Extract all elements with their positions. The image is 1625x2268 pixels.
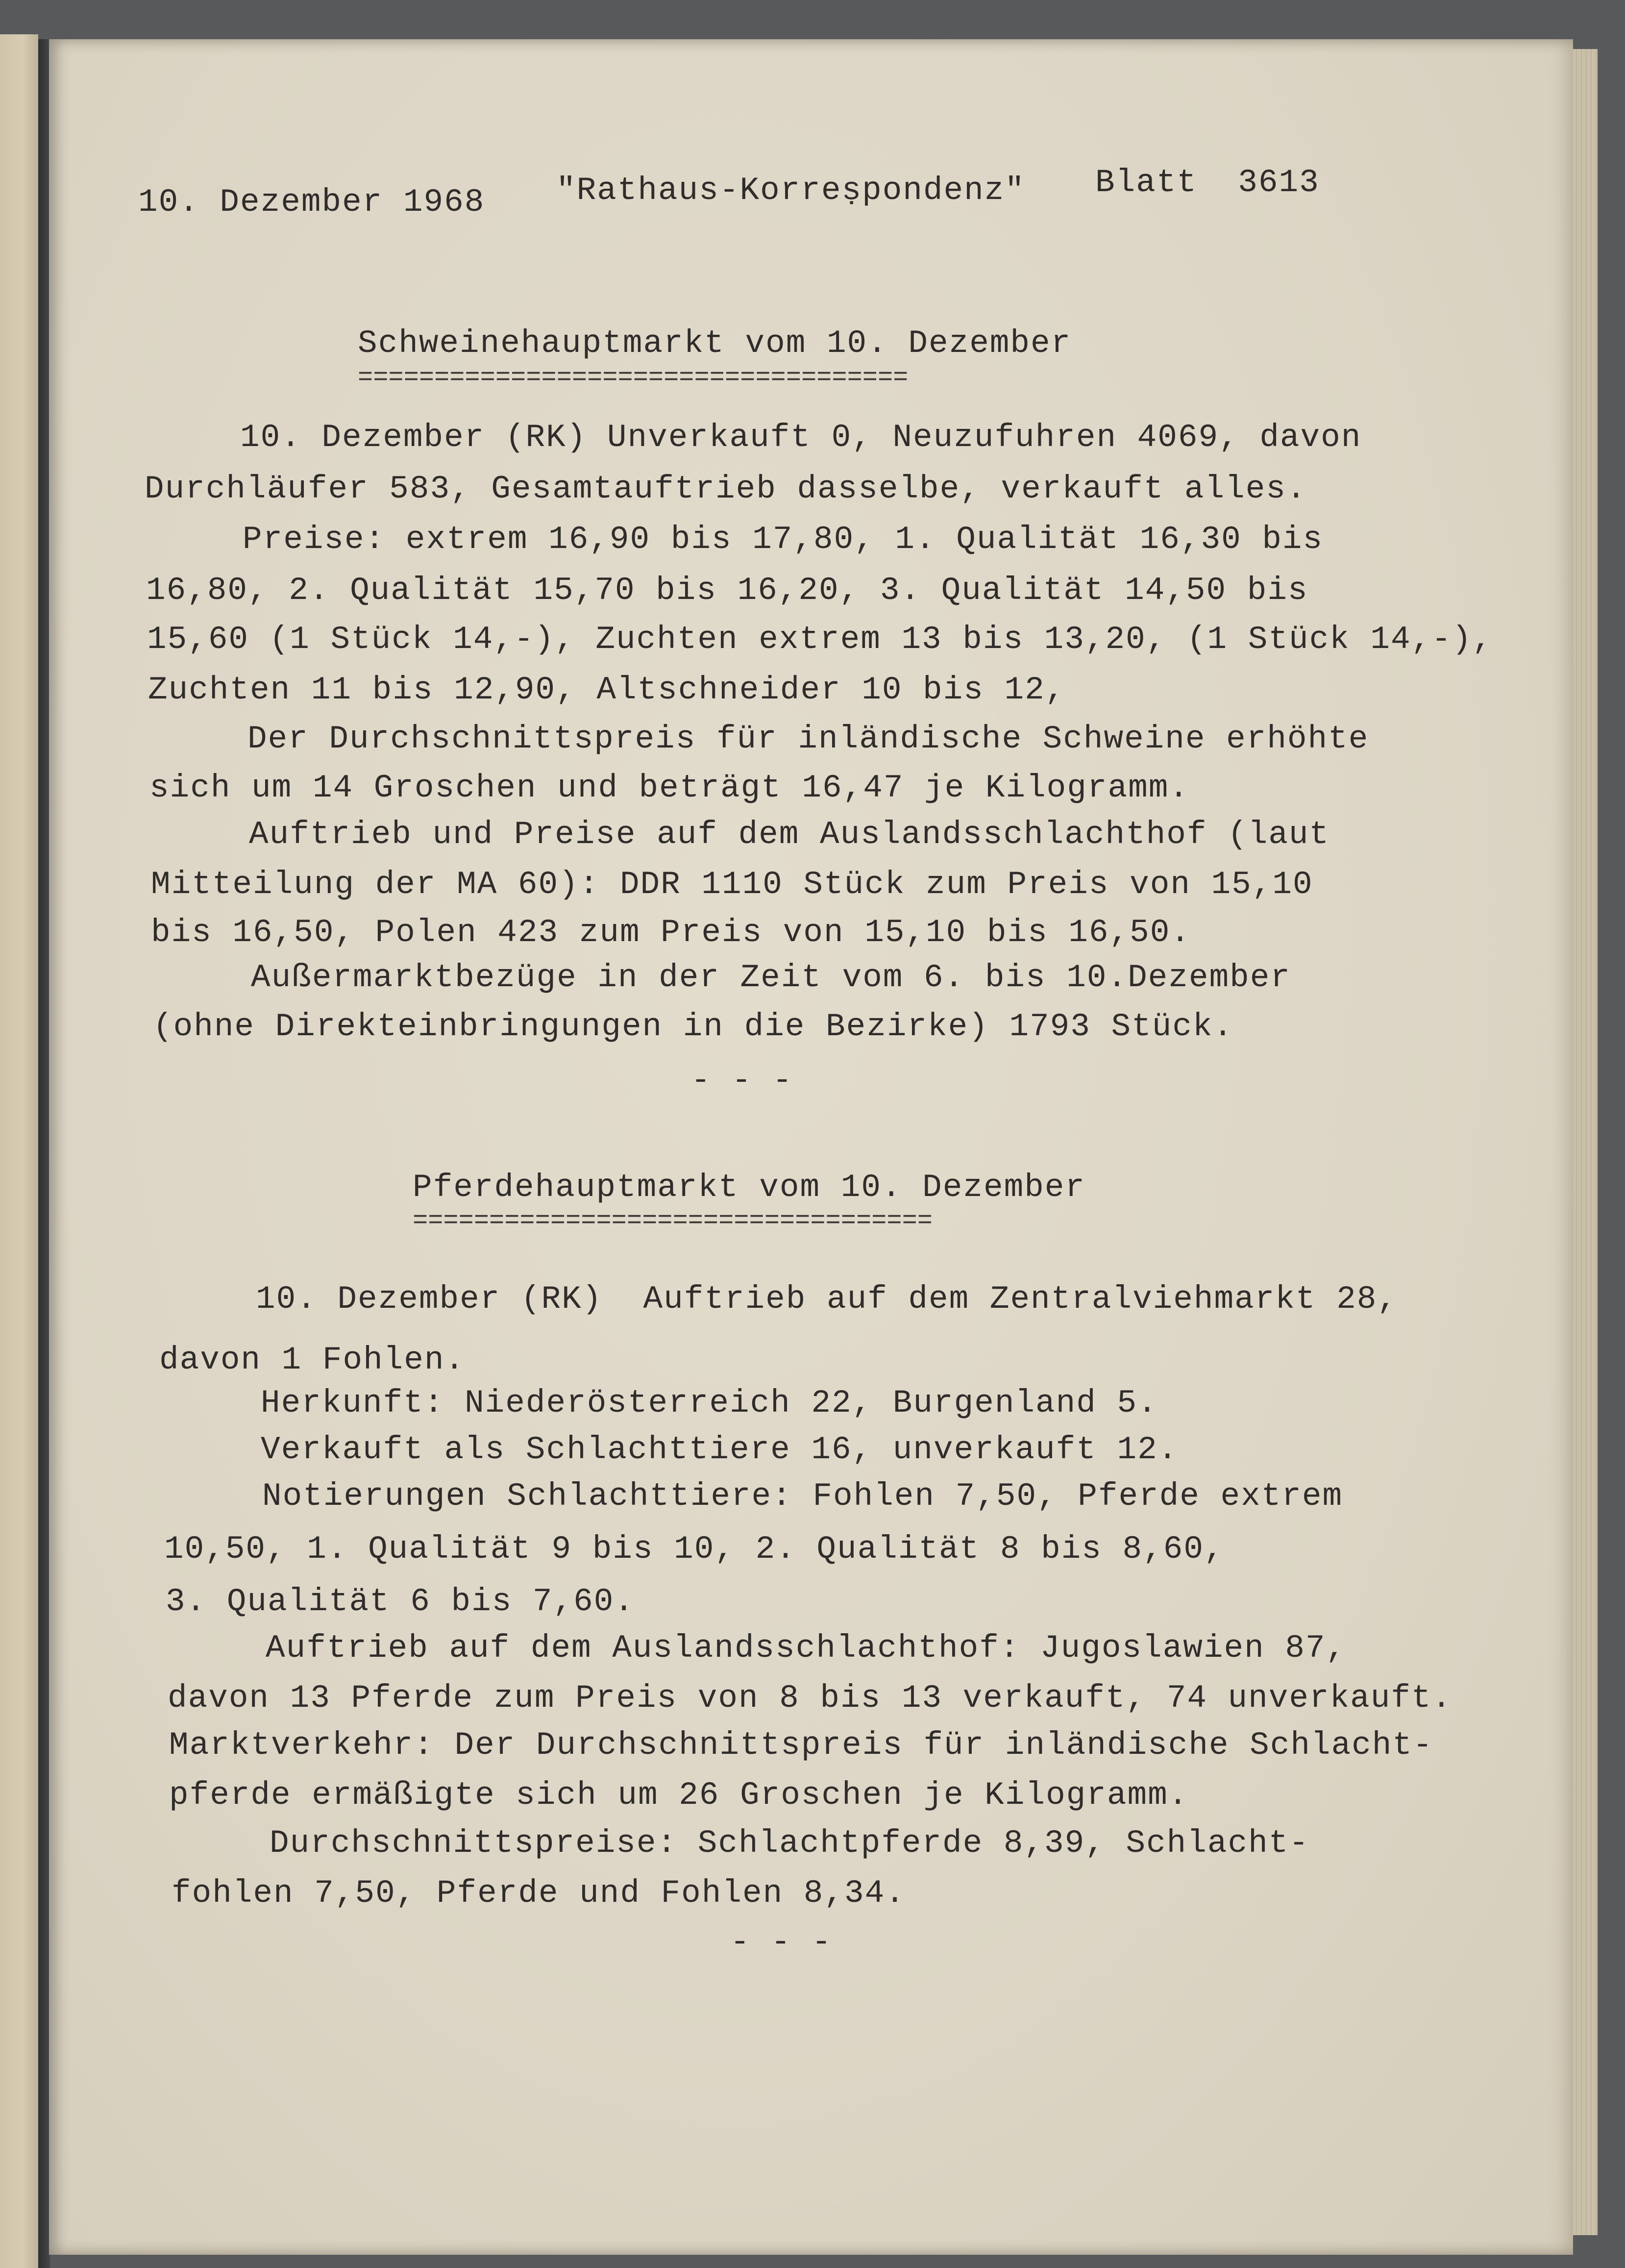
header-date: 10. Dezember 1968 bbox=[138, 184, 485, 221]
section-end-mark: - - - bbox=[691, 1062, 793, 1099]
paragraph-line: Auftrieb und Preise auf dem Auslandsschlachthof (laut bbox=[249, 816, 1330, 853]
paragraph-line: Marktverkehr: Der Durchschnittspreis für inländische Schlacht- bbox=[169, 1727, 1433, 1764]
paragraph-line: (ohne Direkteinbringungen in die Bezirke) 1793 Stück. bbox=[153, 1008, 1234, 1045]
paragraph-line: davon 13 Pferde zum Preis von 8 bis 13 verkauft, 74 unverkauft. bbox=[168, 1680, 1453, 1717]
paragraph-line: Preise: extrem 16,90 bis 17,80, 1. Qualität 16,30 bis bbox=[243, 521, 1324, 558]
paragraph-line: 10. Dezember (RK) Auftrieb auf dem Zentralviehmarkt 28, bbox=[256, 1281, 1398, 1318]
title-underline: ==================================== bbox=[358, 363, 909, 392]
paragraph-line: Auftrieb auf dem Auslandsschlachthof: Jugoslawien 87, bbox=[266, 1630, 1347, 1667]
paragraph-line: 15,60 (1 Stück 14,-), Zuchten extrem 13 bis 13,20, (1 Stück 14,-), bbox=[147, 621, 1493, 658]
paragraph-line: Notierungen Schlachttiere: Fohlen 7,50, Pferde extrem bbox=[262, 1478, 1343, 1515]
paragraph-line: fohlen 7,50, Pferde und Fohlen 8,34. bbox=[172, 1875, 906, 1912]
paragraph-line: 3. Qualität 6 bis 7,60. bbox=[166, 1583, 635, 1620]
section-title: Schweinehauptmarkt vom 10. Dezember bbox=[358, 325, 1072, 362]
paragraph-line: 16,80, 2. Qualität 15,70 bis 16,20, 3. Qualität 14,50 bis bbox=[146, 572, 1308, 609]
paragraph-line: sich um 14 Groschen und beträgt 16,47 je Kilogramm. bbox=[149, 770, 1189, 806]
section-title: Pferdehauptmarkt vom 10. Dezember bbox=[413, 1169, 1086, 1206]
facing-page-edge bbox=[0, 34, 38, 2268]
paragraph-line: Verkauft als Schlachttiere 16, unverkauft 12. bbox=[261, 1431, 1179, 1468]
paragraph-line: pferde ermäßigte sich um 26 Groschen je Kilogramm. bbox=[169, 1777, 1189, 1814]
paragraph-line: Der Durchschnittspreis für inländische Schweine erhöhte bbox=[247, 721, 1369, 757]
paragraph-line: Durchschnittspreise: Schlachtpferde 8,39, Schlacht- bbox=[270, 1825, 1309, 1862]
title-underline: ================================== bbox=[413, 1206, 933, 1235]
book-gutter bbox=[38, 39, 50, 2268]
paragraph-line: Zuchten 11 bis 12,90, Altschneider 10 bis 12, bbox=[148, 672, 1066, 708]
paragraph-line: 10. Dezember (RK) Unverkauft 0, Neuzufuhren 4069, davon bbox=[240, 419, 1362, 456]
paragraph-line: Durchläufer 583, Gesamtauftrieb dasselbe, verkauft alles. bbox=[145, 471, 1307, 507]
paragraph-line: Außermarktbezüge in der Zeit vom 6. bis 10.Dezember bbox=[251, 959, 1291, 996]
section-end-mark: - - - bbox=[730, 1924, 833, 1961]
paragraph-line: 10,50, 1. Qualität 9 bis 10, 2. Qualität 8 bis 8,60, bbox=[164, 1531, 1225, 1568]
paragraph-line: davon 1 Fohlen. bbox=[159, 1342, 466, 1378]
paragraph-line: bis 16,50, Polen 423 zum Preis von 15,10 bis 16,50. bbox=[151, 914, 1191, 951]
paragraph-line: Mitteilung der MA 60): DDR 1110 Stück zum Preis von 15,10 bbox=[151, 866, 1313, 903]
header-publication: "Rathaus-Korreṣpondenz" bbox=[556, 172, 1025, 209]
paragraph-line: Herkunft: Niederösterreich 22, Burgenland 5. bbox=[261, 1385, 1158, 1421]
header-sheet-number: Blatt 3613 bbox=[1095, 164, 1320, 201]
